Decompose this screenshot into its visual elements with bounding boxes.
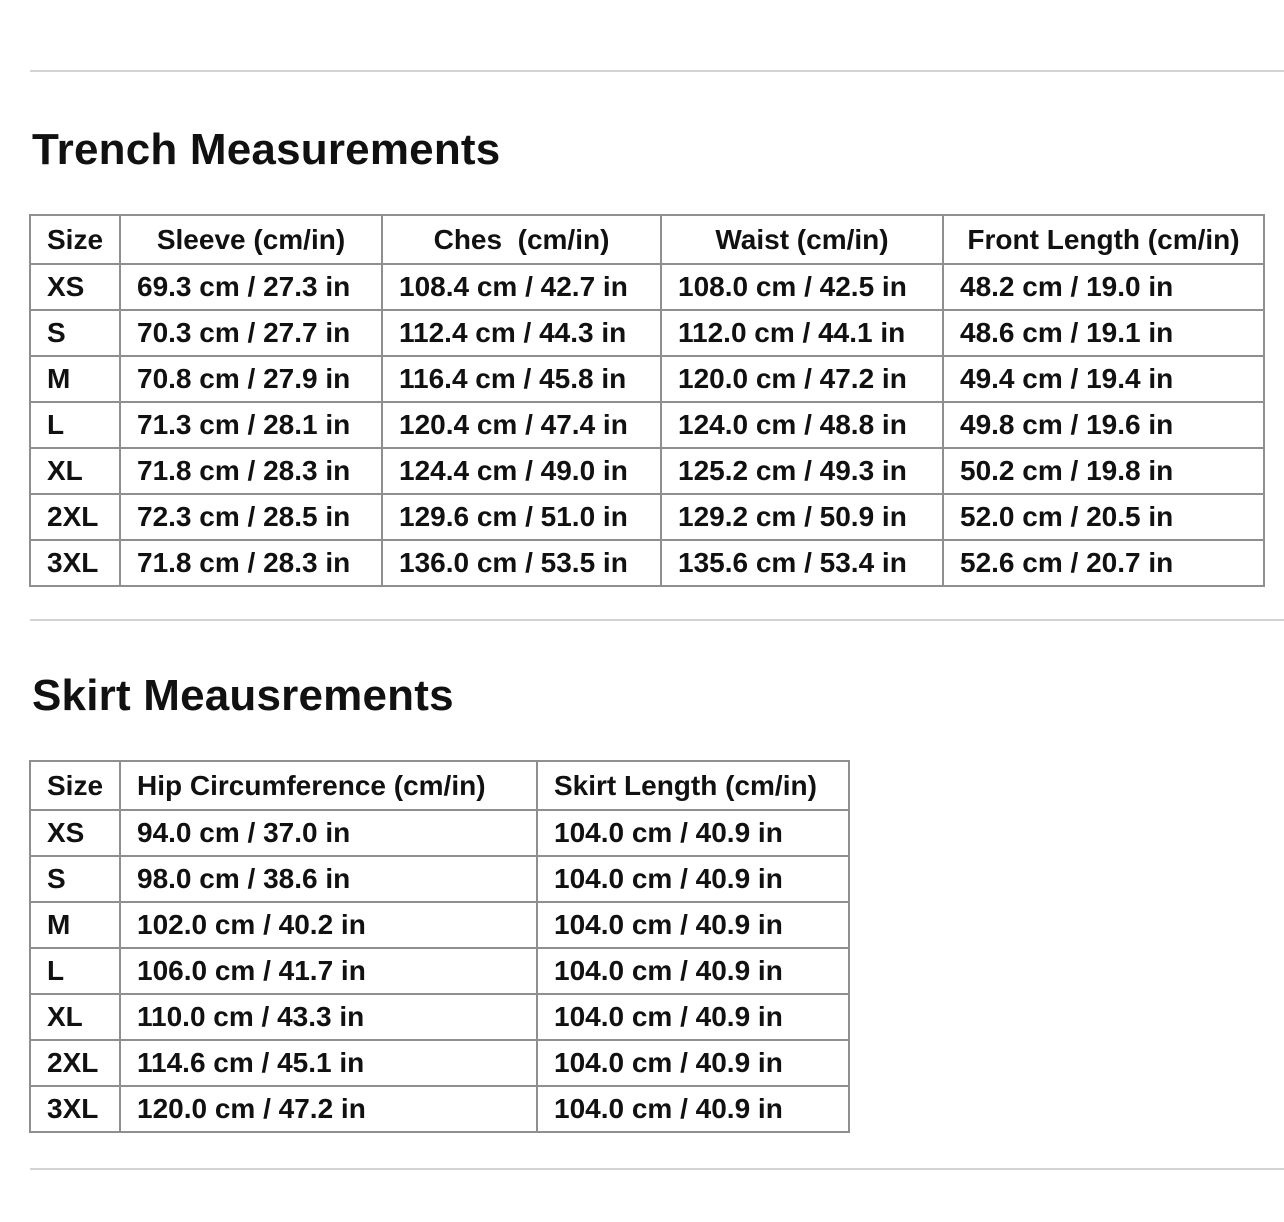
table-row bbox=[30, 310, 1264, 356]
size-cell: 2XL bbox=[30, 1040, 120, 1086]
sleeve-cell: 71.3 cm / 28.1 in bbox=[120, 402, 382, 448]
bottom-divider bbox=[30, 1168, 1284, 1170]
column-header-size: Size bbox=[30, 761, 120, 810]
table-row bbox=[30, 494, 1264, 540]
skirt-length-cell: 104.0 cm / 40.9 in bbox=[537, 856, 849, 902]
table-row bbox=[30, 948, 849, 994]
trench-section-title: Trench Measurements bbox=[32, 125, 501, 174]
table-row bbox=[30, 448, 1264, 494]
column-header-hip-circumference: Hip Circumference (cm/in) bbox=[120, 761, 537, 810]
waist-cell: 124.0 cm / 48.8 in bbox=[661, 402, 943, 448]
skirt-measurements-table bbox=[29, 760, 850, 1133]
middle-divider bbox=[30, 619, 1284, 621]
size-cell: XL bbox=[30, 994, 120, 1040]
table-header-row bbox=[30, 761, 849, 810]
hip-cell: 102.0 cm / 40.2 in bbox=[120, 902, 537, 948]
size-cell: L bbox=[30, 402, 120, 448]
waist-cell: 120.0 cm / 47.2 in bbox=[661, 356, 943, 402]
front-length-cell: 49.4 cm / 19.4 in bbox=[943, 356, 1264, 402]
chest-cell: 116.4 cm / 45.8 in bbox=[382, 356, 661, 402]
size-cell: XL bbox=[30, 448, 120, 494]
chest-cell: 108.4 cm / 42.7 in bbox=[382, 264, 661, 310]
table-row bbox=[30, 1086, 849, 1132]
table-row bbox=[30, 356, 1264, 402]
skirt-length-cell: 104.0 cm / 40.9 in bbox=[537, 994, 849, 1040]
chest-cell: 124.4 cm / 49.0 in bbox=[382, 448, 661, 494]
hip-cell: 114.6 cm / 45.1 in bbox=[120, 1040, 537, 1086]
column-header-waist: Waist (cm/in) bbox=[661, 215, 943, 264]
front-length-cell: 49.8 cm / 19.6 in bbox=[943, 402, 1264, 448]
sleeve-cell: 72.3 cm / 28.5 in bbox=[120, 494, 382, 540]
chest-cell: 136.0 cm / 53.5 in bbox=[382, 540, 661, 586]
table-row bbox=[30, 856, 849, 902]
front-length-cell: 52.6 cm / 20.7 in bbox=[943, 540, 1264, 586]
chest-cell: 120.4 cm / 47.4 in bbox=[382, 402, 661, 448]
size-cell: M bbox=[30, 356, 120, 402]
size-cell: XS bbox=[30, 810, 120, 856]
size-cell: 3XL bbox=[30, 1086, 120, 1132]
sleeve-cell: 71.8 cm / 28.3 in bbox=[120, 448, 382, 494]
sleeve-cell: 69.3 cm / 27.3 in bbox=[120, 264, 382, 310]
waist-cell: 108.0 cm / 42.5 in bbox=[661, 264, 943, 310]
size-cell: XS bbox=[30, 264, 120, 310]
size-cell: 3XL bbox=[30, 540, 120, 586]
table-row bbox=[30, 402, 1264, 448]
skirt-section-title: Skirt Meausrements bbox=[32, 671, 454, 720]
hip-cell: 120.0 cm / 47.2 in bbox=[120, 1086, 537, 1132]
skirt-length-cell: 104.0 cm / 40.9 in bbox=[537, 902, 849, 948]
hip-cell: 94.0 cm / 37.0 in bbox=[120, 810, 537, 856]
front-length-cell: 52.0 cm / 20.5 in bbox=[943, 494, 1264, 540]
sleeve-cell: 71.8 cm / 28.3 in bbox=[120, 540, 382, 586]
hip-cell: 98.0 cm / 38.6 in bbox=[120, 856, 537, 902]
hip-cell: 110.0 cm / 43.3 in bbox=[120, 994, 537, 1040]
trench-measurements-table bbox=[29, 214, 1265, 587]
table-row bbox=[30, 540, 1264, 586]
top-divider bbox=[30, 70, 1284, 72]
skirt-length-cell: 104.0 cm / 40.9 in bbox=[537, 810, 849, 856]
skirt-length-cell: 104.0 cm / 40.9 in bbox=[537, 1086, 849, 1132]
column-header-sleeve: Sleeve (cm/in) bbox=[120, 215, 382, 264]
column-header-skirt-length: Skirt Length (cm/in) bbox=[537, 761, 849, 810]
size-cell: S bbox=[30, 856, 120, 902]
table-row bbox=[30, 810, 849, 856]
table-row bbox=[30, 1040, 849, 1086]
size-cell: 2XL bbox=[30, 494, 120, 540]
waist-cell: 129.2 cm / 50.9 in bbox=[661, 494, 943, 540]
table-row bbox=[30, 902, 849, 948]
column-header-front-length: Front Length (cm/in) bbox=[943, 215, 1264, 264]
column-header-size: Size bbox=[30, 215, 120, 264]
front-length-cell: 50.2 cm / 19.8 in bbox=[943, 448, 1264, 494]
hip-cell: 106.0 cm / 41.7 in bbox=[120, 948, 537, 994]
size-cell: L bbox=[30, 948, 120, 994]
table-row bbox=[30, 994, 849, 1040]
waist-cell: 135.6 cm / 53.4 in bbox=[661, 540, 943, 586]
table-row bbox=[30, 264, 1264, 310]
sleeve-cell: 70.3 cm / 27.7 in bbox=[120, 310, 382, 356]
waist-cell: 125.2 cm / 49.3 in bbox=[661, 448, 943, 494]
size-cell: M bbox=[30, 902, 120, 948]
column-header-chest: Ches (cm/in) bbox=[382, 215, 661, 264]
front-length-cell: 48.6 cm / 19.1 in bbox=[943, 310, 1264, 356]
waist-cell: 112.0 cm / 44.1 in bbox=[661, 310, 943, 356]
chest-cell: 112.4 cm / 44.3 in bbox=[382, 310, 661, 356]
sleeve-cell: 70.8 cm / 27.9 in bbox=[120, 356, 382, 402]
size-cell: S bbox=[30, 310, 120, 356]
table-header-row bbox=[30, 215, 1264, 264]
chest-cell: 129.6 cm / 51.0 in bbox=[382, 494, 661, 540]
skirt-length-cell: 104.0 cm / 40.9 in bbox=[537, 1040, 849, 1086]
skirt-length-cell: 104.0 cm / 40.9 in bbox=[537, 948, 849, 994]
front-length-cell: 48.2 cm / 19.0 in bbox=[943, 264, 1264, 310]
